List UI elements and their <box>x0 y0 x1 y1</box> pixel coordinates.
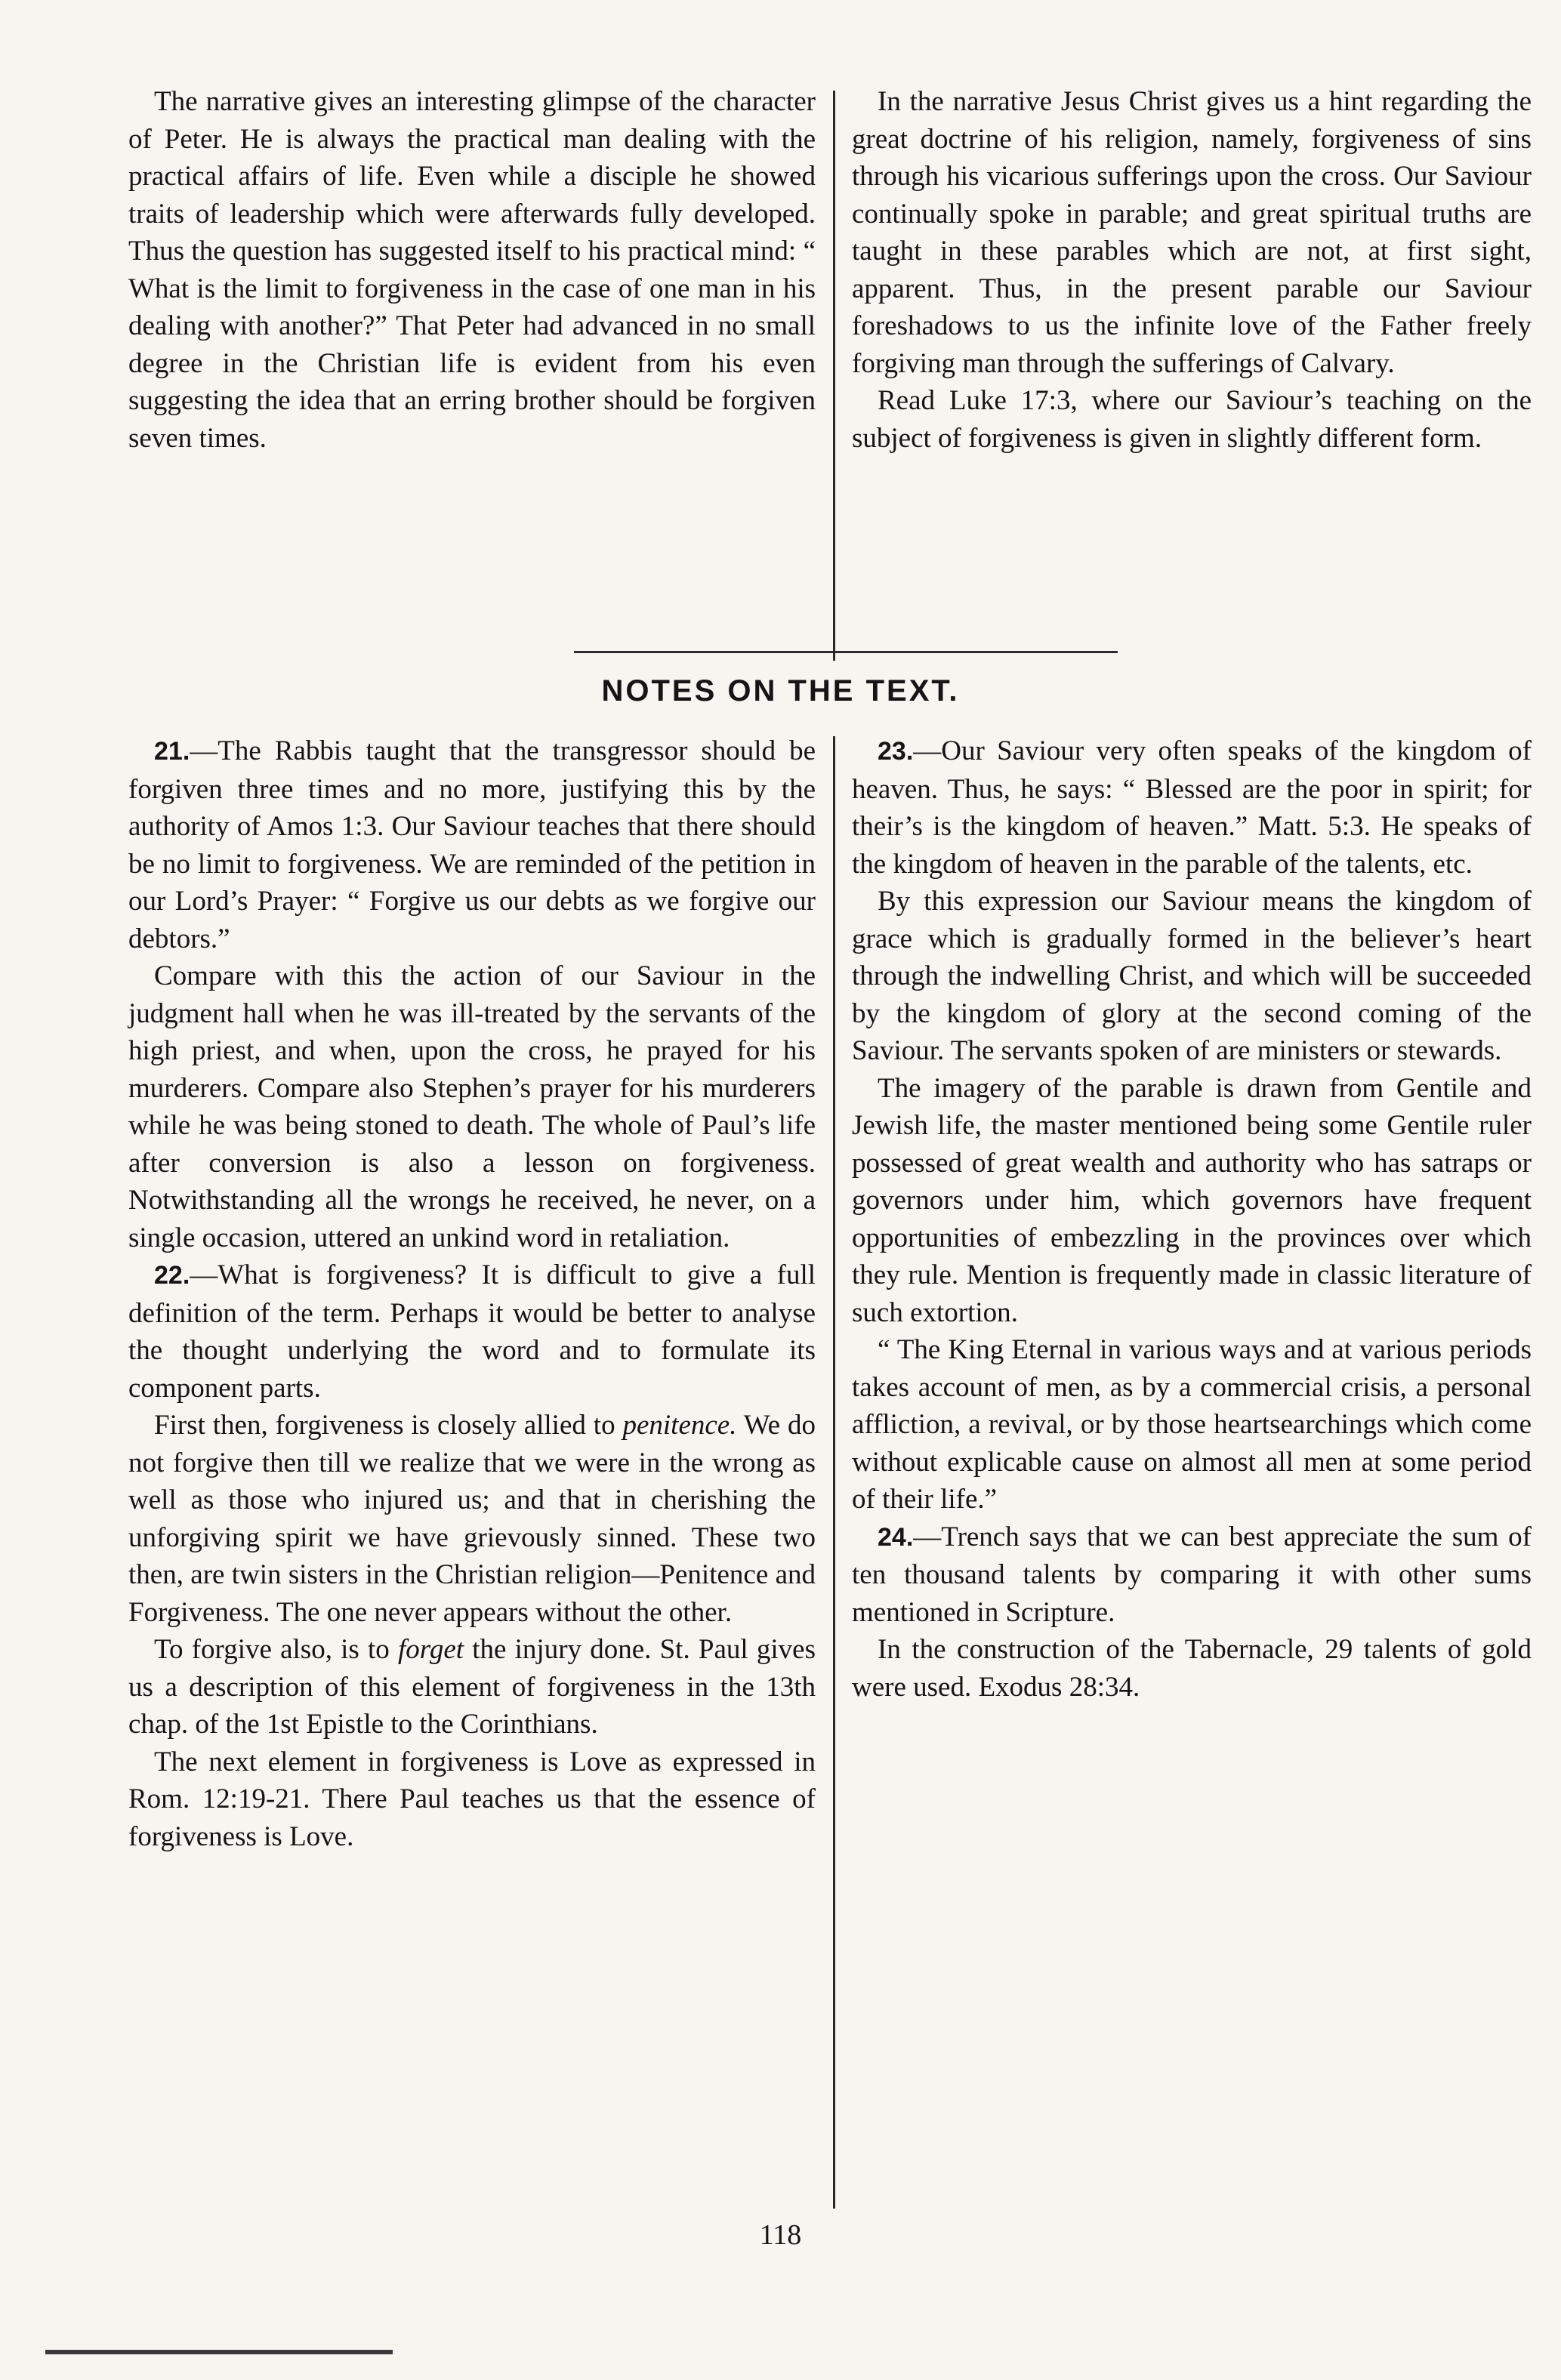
note-number-22: 22. <box>154 1261 190 1290</box>
intro-left-column <box>128 83 816 457</box>
note-number-23: 23. <box>878 737 914 766</box>
note-21-paragraph-2: Compare with this the action of our Saviour in the judgment hall when he was ill-treated by the servants of the high priest, and when, upon the cross, he prayed for his murderers. Compare also Stephen’s prayer for his murderers while he was being stoned to death. The whole of Paul’s life after conversion is also a lesson on forgiveness. Notwithstanding all the wrongs he received, he never, on a single occasion, uttered an unkind word in retaliation. <box>128 960 816 1253</box>
note-22-paragraph-3: To forgive also, is to forget the injury done. St. Paul gives us a description of this element of forgiveness in the 13th chap. of the 1st Epistle to the Corinthians. <box>128 1634 816 1740</box>
note-24: 24.—Trench says that we can best appreciate the sum of ten thousand talents by comparing it with other sums mentioned in Scripture. <box>852 1521 1532 1628</box>
note-23-paragraph-2: By this expression our Saviour means the kingdom of grace which is gradually formed in the believer’s heart through the indwelling Christ, and which will be succeeded by the kingdom of glory at the second coming of the Saviour. The servants spoken of are ministers or stewards. <box>852 886 1532 1066</box>
note-23-quote: “ The King Eternal in various ways and at various periods takes account of men, as by a commercial crisis, a personal affliction, a revival, or by those heartsearchings which come without explicable cause on almost all men at some period of their life.” <box>852 1334 1532 1515</box>
note-22-paragraph-2: First then, forgiveness is closely allied to penitence. We do not forgive then till we realize that we were in the wrong as well as those who injured us; and that in cherishing the unforgiving spirit we have grievously sinned. These two then, are twin sisters in the Christian religion—Penitence and Forgiveness. The one never appears without the other. <box>128 1410 816 1628</box>
intro-left-paragraph: The narrative gives an interesting glimpse of the character of Peter. He is always the practical man dealing with the practical affairs of life. Even while a disciple he showed traits of leadership which were afterwards fully developed. Thus the question has suggested itself to his practical mind: “ What is the limit to forgiveness in the case of one man in his dealing with another?” That Peter had advanced in no small degree in the Christian life is evident from his even suggesting the idea that an erring brother should be forgiven seven times. <box>128 86 816 454</box>
note-number-24: 24. <box>878 1522 914 1552</box>
note-22: 22.—What is forgiveness? It is difficult to give a full definition of the term. Perhaps it would be better to analyse the thought underlying the word and to formulate its component parts. <box>128 1259 816 1404</box>
intro-right-paragraph-2: Read Luke 17:3, where our Saviour’s teaching on the subject of forgiveness is given in slightly different form. <box>852 385 1532 454</box>
notes-left-column <box>128 732 816 1855</box>
column-divider-bottom <box>833 736 835 2209</box>
section-rule <box>574 651 1118 653</box>
notes-right-column <box>852 732 1532 1706</box>
note-22-paragraph-4: The next element in forgiveness is Love as expressed in Rom. 12:19-21. There Paul teaches us that the essence of forgiveness is Love. <box>128 1746 816 1852</box>
column-divider-top <box>833 91 835 661</box>
notes-heading: NOTES ON THE TEXT. <box>601 674 960 708</box>
note-number-21: 21. <box>154 737 190 766</box>
note-24-paragraph-2: In the construction of the Tabernacle, 29 talents of gold were used. Exodus 28:34. <box>852 1634 1532 1703</box>
bottom-edge-rule <box>45 2350 393 2354</box>
note-23-paragraph-3: The imagery of the parable is drawn from Gentile and Jewish life, the master mentioned being some Gentile ruler possessed of great wealth and authority who has satraps or governors under him, which governors have frequent opportunities of embezzling in the provinces over which they rule. Mention is frequently made in classic literature of such extortion. <box>852 1072 1532 1328</box>
intro-right-paragraph-1: In the narrative Jesus Christ gives us a hint regarding the great doctrine of his religion, namely, forgiveness of sins through his vicarious sufferings upon the cross. Our Saviour continually spoke in parable; and great spiritual truths are taught in these parables which are not, at first sight, apparent. Thus, in the present parable our Saviour foreshadows to us the infinite love of the Father freely forgiving man through the sufferings of Calvary. <box>852 86 1532 379</box>
note-21: 21.—The Rabbis taught that the transgressor should be forgiven three times and no more, justifying this by the authority of Amos 1:3. Our Saviour teaches that there should be no limit to forgiveness. We are reminded of the petition in our Lord’s Prayer: “ Forgive us our debts as we forgive our debtors.” <box>128 735 816 954</box>
note-23: 23.—Our Saviour very often speaks of the kingdom of heaven. Thus, he says: “ Blessed are the poor in spirit; for their’s is the kingdom of heaven.” Matt. 5:3. He speaks of the kingdom of heaven in the parable of the talents, etc. <box>852 735 1532 880</box>
page-number: 118 <box>759 2219 802 2251</box>
intro-right-column <box>852 83 1532 457</box>
